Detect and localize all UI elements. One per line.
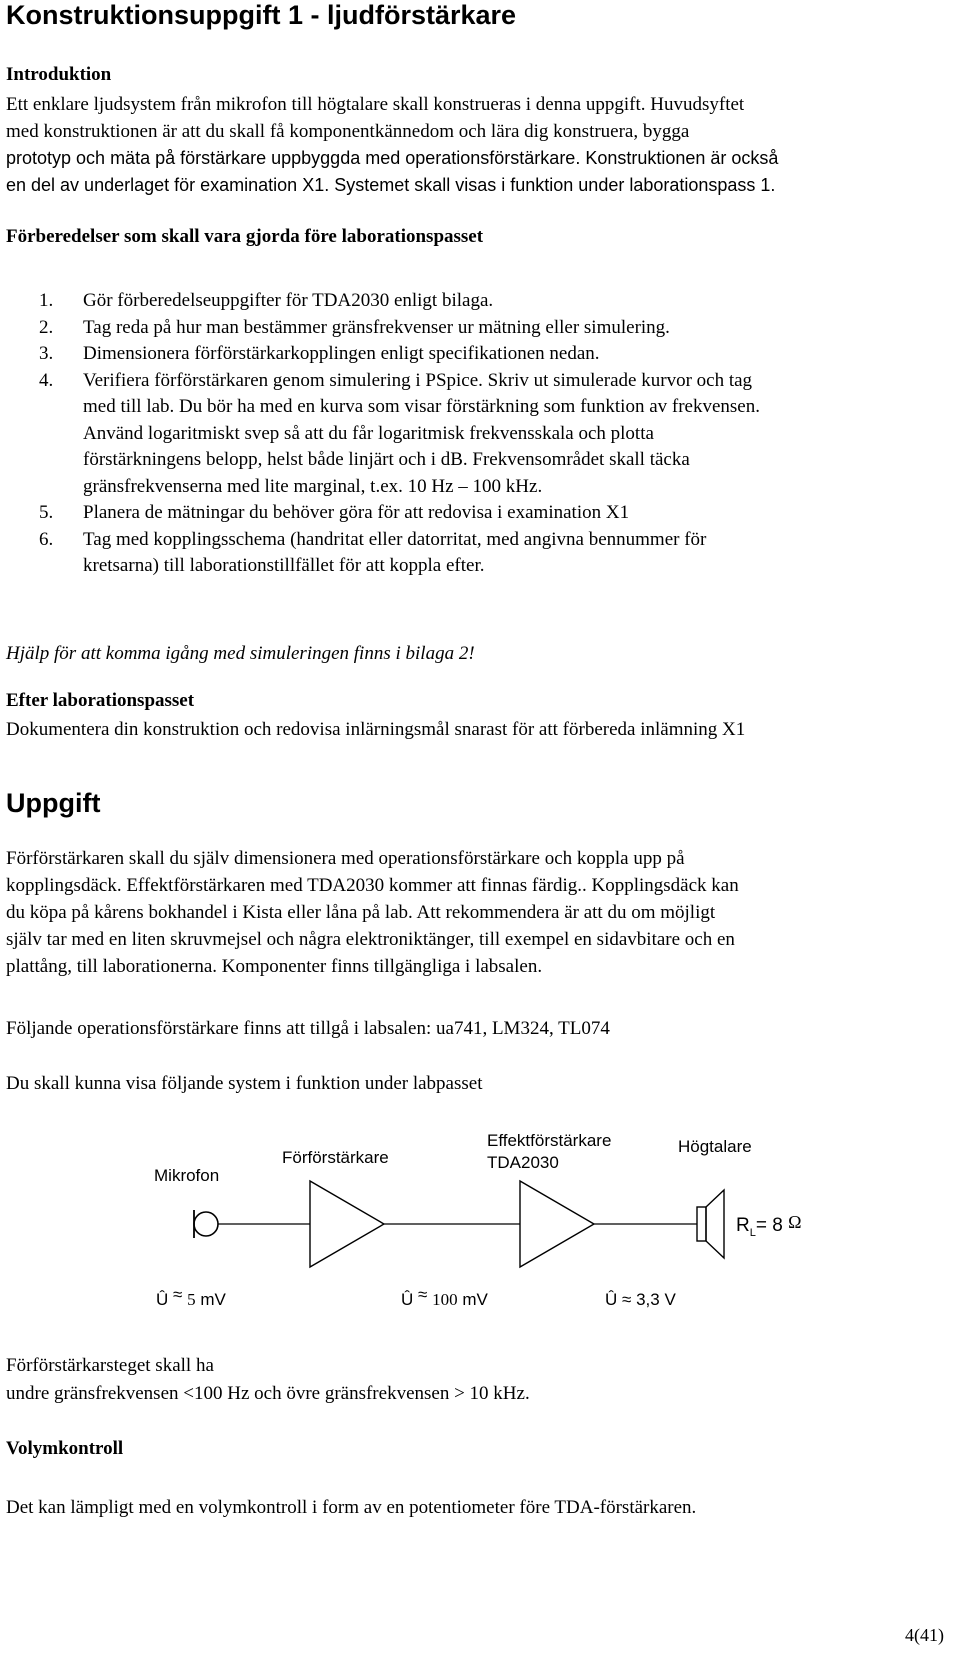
voltage-number: 100 xyxy=(432,1290,458,1309)
voltage-value: 3,3 V xyxy=(636,1290,676,1309)
preamp-spec-line: Förförstärkarsteget skall ha xyxy=(6,1355,214,1376)
list-item-line: Verifiera förförstärkaren genom simulering i PSpice. Skriv ut simulerade kurvor och tag xyxy=(83,369,753,391)
approx-symbol: ≈ xyxy=(622,1290,632,1309)
list-item-line: Planera de mätningar du behöver göra för att redovisa i examination X1 xyxy=(83,502,630,523)
prep-heading: Förberedelser som skall vara gjorda före laborationspasset xyxy=(6,226,484,247)
voltage-number: 5 xyxy=(187,1290,196,1309)
u-hat-symbol: Û xyxy=(156,1290,169,1309)
mic-label: Mikrofon xyxy=(154,1166,220,1185)
page-number: 4(41) xyxy=(905,1625,944,1645)
volume-text: Det kan lämpligt med en volymkontroll i form av en potentiometer före TDA-förstärkaren. xyxy=(6,1497,697,1518)
voltage-mic xyxy=(156,1285,226,1310)
speaker-label: Högtalare xyxy=(678,1137,752,1156)
list-item-number: 2. xyxy=(39,316,54,338)
list-item xyxy=(6,341,951,368)
u-hat-symbol: Û xyxy=(401,1290,414,1309)
volume-heading: Volymkontroll xyxy=(6,1438,124,1459)
show-system-text: Du skall kunna visa följande system i funktion under labpasset xyxy=(6,1073,483,1094)
poweramp-label-line: Effektförstärkare xyxy=(487,1131,612,1150)
system-diagram xyxy=(0,1120,960,1335)
poweramp-label xyxy=(487,1130,611,1174)
list-item-number: 5. xyxy=(39,502,54,523)
task-line: Förförstärkaren skall du själv dimensionera med operationsförstärkare och koppla upp på xyxy=(6,848,685,869)
after-text: Dokumentera din konstruktion och redovisa inlärningsmål snarast för att förbereda inlämning X1 xyxy=(6,719,746,740)
list-item-number: 4. xyxy=(39,369,54,391)
list-item xyxy=(6,527,951,580)
intro-line-sans-part: en del av underlaget för examination X1. Systemet skall visas i funktion under laborationspass 1. xyxy=(6,175,776,195)
list-item-line: kretsarna) till laborationstillfället för att koppla efter. xyxy=(83,555,485,576)
list-item-line: Tag med kopplingsschema (handritat eller datorritat, med angivna bennummer för xyxy=(83,528,707,550)
list-item-number: 6. xyxy=(39,528,54,550)
poweramp-label-line: TDA2030 xyxy=(487,1153,559,1172)
intro-heading: Introduktion xyxy=(6,64,112,85)
task-line: kopplingsdäck. Effektförstärkaren med TDA2030 kommer att finnas färdig.. Kopplingsdäck kan xyxy=(6,875,739,896)
rl-symbol: R xyxy=(736,1215,750,1236)
list-item-number: 3. xyxy=(39,343,54,364)
task-paragraph xyxy=(6,845,956,980)
rl-subscript: L xyxy=(749,1226,756,1239)
list-item-line: Tag reda på hur man bestämmer gränsfrekvenser ur mätning eller simulering. xyxy=(83,316,670,338)
task-heading: Uppgift xyxy=(6,788,101,818)
after-heading: Efter laborationspasset xyxy=(6,690,195,711)
prep-list xyxy=(6,288,951,580)
intro-line: Ett enklare ljudsystem från mikrofon till högtalare skall konstrueras i denna uppgift. Huvudsyftet xyxy=(6,94,745,115)
poweramp-triangle xyxy=(520,1181,594,1267)
list-item-line: gränsfrekvenserna med lite marginal, t.ex. 10 Hz – 100 kHz. xyxy=(83,475,543,497)
list-item-line: Gör förberedelseuppgifter för TDA2030 enligt bilaga. xyxy=(83,290,494,311)
intro-line: prototyp och mäta på förstärkare uppbyggda med operationsförstärkare. Konstruktionen är också xyxy=(6,148,779,168)
rl-value: = 8 xyxy=(755,1215,783,1236)
voltage-preamp xyxy=(401,1285,488,1310)
list-item-line: Dimensionera förförstärkarkopplingen enligt specifikationen nedan. xyxy=(83,343,600,364)
ohm-symbol: Ω xyxy=(788,1212,802,1232)
list-item xyxy=(6,368,951,501)
preamp-label: Förförstärkare xyxy=(282,1148,389,1167)
voltage-unit: mV xyxy=(200,1290,226,1309)
voltage-speaker xyxy=(605,1290,676,1310)
approx-symbol: ≈ xyxy=(418,1285,428,1304)
load-resistance xyxy=(736,1212,802,1239)
list-item xyxy=(6,288,951,315)
help-note: Hjälp för att komma igång med simuleringen finns i bilaga 2! xyxy=(6,643,475,664)
list-item xyxy=(6,500,951,527)
u-hat-symbol: Û xyxy=(605,1290,618,1309)
voltage-unit: mV xyxy=(462,1290,488,1309)
task-line: själv tar med en liten skruvmejsel och några elektroniktänger, till exempel en sidavbitare och en xyxy=(6,929,735,950)
list-item xyxy=(6,315,951,342)
speaker-cone xyxy=(706,1190,724,1258)
preamp-spec xyxy=(6,1352,956,1408)
list-item-line: förstärkningens belopp, helst både linjärt och i dB. Frekvensområdet skall täcka xyxy=(83,449,690,470)
opamps-text: Följande operationsförstärkare finns att tillgå i labsalen: ua741, LM324, TL074 xyxy=(6,1018,610,1039)
intro-line xyxy=(6,172,956,199)
preamp-spec-line: undre gränsfrekvensen <100 Hz och övre gränsfrekvensen > 10 kHz. xyxy=(6,1383,530,1404)
speaker-icon xyxy=(697,1207,706,1241)
task-line: du köpa på kårens bokhandel i Kista eller låna på lab. Att rekommendera är att du om möjligt xyxy=(6,902,716,923)
list-item-line: med till lab. Du bör ha med en kurva som visar förstärkning som funktion av frekvensen. xyxy=(83,396,760,417)
page-title: Konstruktionsuppgift 1 - ljudförstärkare xyxy=(6,0,517,30)
microphone-icon xyxy=(194,1212,218,1236)
preamp-triangle xyxy=(310,1181,384,1267)
approx-symbol: ≈ xyxy=(173,1285,183,1304)
list-item-number: 1. xyxy=(39,290,54,311)
intro-paragraph xyxy=(6,91,956,199)
list-item-line: Använd logaritmiskt svep så att du får logaritmisk frekvensskala och plotta xyxy=(83,422,654,444)
intro-line: med konstruktionen är att du skall få komponentkännedom och lära dig konstruera, bygga xyxy=(6,121,690,142)
task-line: plattång, till laborationerna. Komponenter finns tillgängliga i labsalen. xyxy=(6,956,543,977)
